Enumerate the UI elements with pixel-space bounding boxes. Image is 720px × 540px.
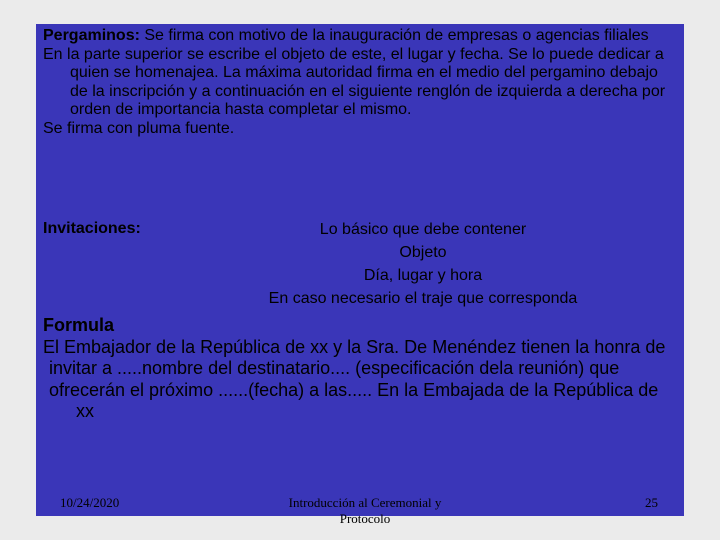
pergaminos-paragraph-2: En la parte superior se escribe el objeto de este, el lugar y fecha. Se lo puede dedicar a quien se homenajea. La máxima autoridad firma en el medio del pergamino debajo de la inscripción y a continuación en el siguiente renglón de izquierda a derecha por orden de importancia hasta completar el mismo. bbox=[43, 45, 666, 118]
pergaminos-section bbox=[43, 27, 678, 138]
footer-page-number: 25 bbox=[645, 495, 658, 510]
footer-title: Introducción al Ceremonial y Protocolo bbox=[288, 495, 442, 526]
invitaciones-item: Objeto bbox=[399, 244, 447, 261]
invitaciones-label: Invitaciones: bbox=[43, 220, 141, 237]
pergaminos-label: Pergaminos: bbox=[43, 27, 140, 44]
formula-line: El Embajador de la República de xx y la Sra. De Menéndez tienen la honra de bbox=[43, 336, 666, 357]
invitaciones-item: Lo básico que debe contener bbox=[319, 221, 527, 238]
formula-section bbox=[43, 315, 678, 423]
invitaciones-section bbox=[43, 218, 683, 318]
footer-date: 10/24/2020 bbox=[60, 495, 120, 510]
invitaciones-item: Día, lugar y hora bbox=[363, 267, 483, 284]
formula-title: Formula bbox=[43, 315, 115, 335]
pergaminos-paragraph-3: Se firma con pluma fuente. bbox=[43, 119, 235, 137]
pergaminos-paragraph bbox=[43, 27, 678, 46]
formula-line: invitar a .....nombre del destinatario.... (especificación dela reunión) que bbox=[49, 358, 620, 378]
invitaciones-list bbox=[243, 218, 603, 310]
formula-line: ofrecerán el próximo ......(fecha) a las..... En la Embajada de la República de xx bbox=[49, 379, 659, 421]
invitaciones-item: En caso necesario el traje que corresponda bbox=[268, 290, 578, 307]
pergaminos-line1: Se firma con motivo de la inauguración de empresas o agencias filiales bbox=[139, 27, 649, 44]
